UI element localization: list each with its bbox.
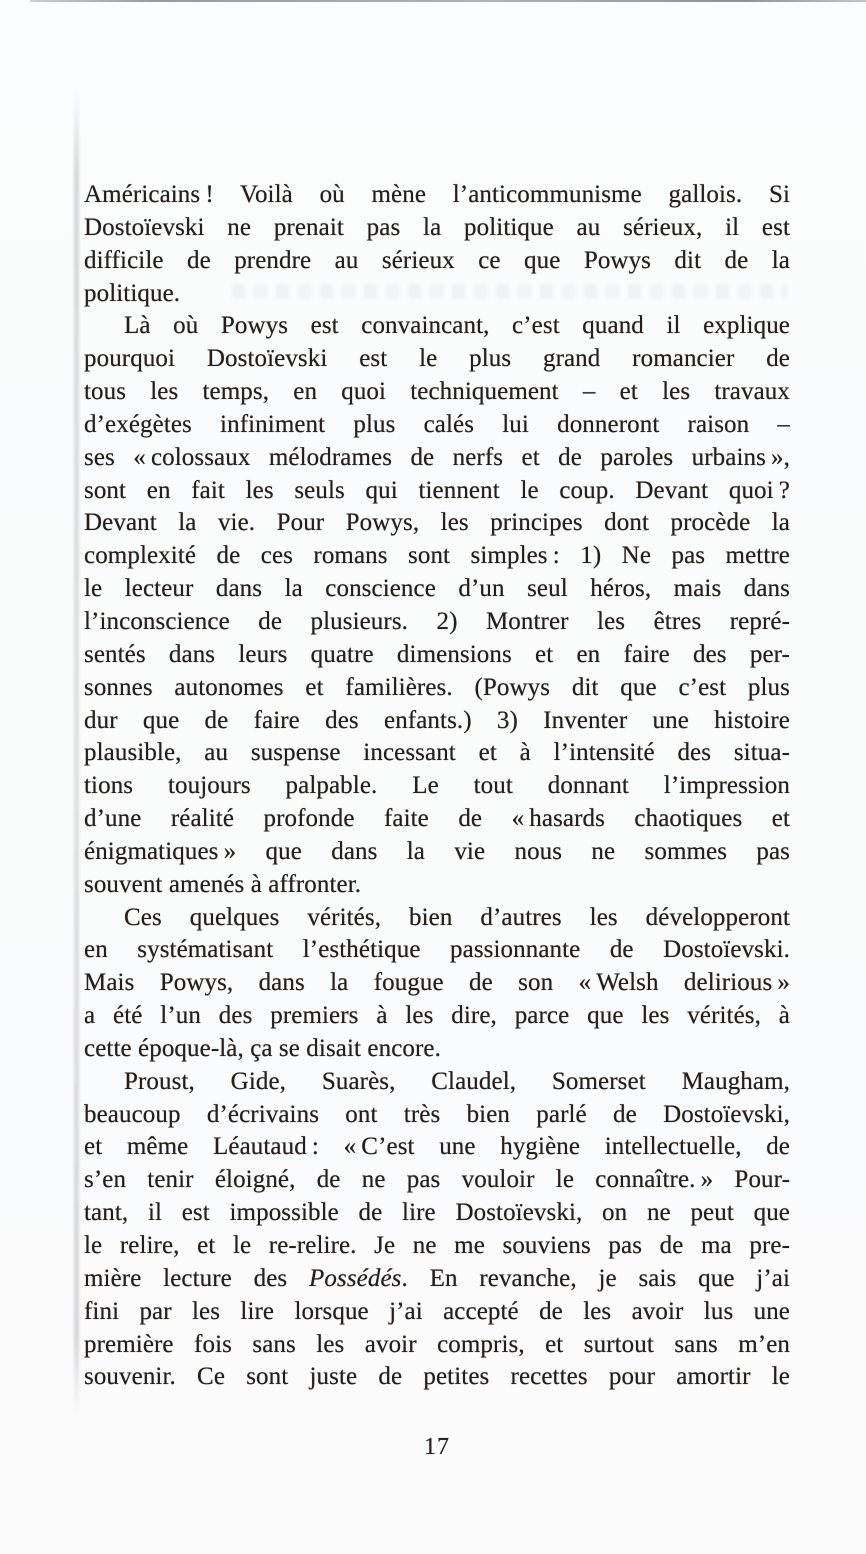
text-segment: Ces quelques vérités, bien d’autres les développeront [124,903,790,931]
text-line [84,507,790,540]
text-line [84,573,790,606]
text-line [84,737,790,770]
text-line [84,1164,790,1197]
text-segment: d’exégètes infiniment plus calés lui donneront raison – [84,410,790,438]
text-segment: en systématisant l’esthétique passionnante de Dostoïevski. [84,936,790,964]
text-segment: . En revanche, je sais que j’ai [401,1264,790,1292]
text-line [84,540,790,573]
page-text [84,179,790,1394]
text-segment: énigmatiques » que dans la vie nous ne sommes pas [84,837,790,865]
text-segment: sont en fait les seuls qui tiennent le coup. Devant quoi ? [84,476,790,504]
italic-text: Possédés [309,1264,402,1292]
text-segment: le lecteur dans la conscience d’un seul héros, mais dans [84,575,790,603]
text-segment: et même Léautaud : « C’est une hygiène intellectuelle, de [84,1133,790,1161]
text-segment: beaucoup d’écrivains ont très bien parlé de Dostoïevski, [84,1100,790,1128]
text-line [84,705,790,738]
text-segment: tions toujours palpable. Le tout donnant l’impression [84,772,790,800]
text-line [84,1000,790,1033]
text-segment: complexité de ces romans sont simples : 1) Ne pas mettre [84,542,790,570]
text-segment: pourquoi Dostoïevski est le plus grand romancier de [84,345,790,373]
text-segment: fini par les lire lorsque j’ai accepté de les avoir lus une [84,1297,790,1325]
text-segment: Américains ! Voilà où mène l’anticommunisme gallois. Si [84,181,790,208]
text-line [84,869,790,902]
text-segment: s’en tenir éloigné, de ne pas vouloir le connaître. » Pour- [84,1166,790,1194]
paragraph [84,1066,790,1394]
scan-top-edge-artifact [30,0,866,2]
text-line [84,934,790,967]
text-segment: le relire, et le re-relire. Je ne me souviens pas de ma pre- [84,1232,790,1259]
text-line [84,376,790,409]
text-segment: sentés dans leurs quatre dimensions et en faire des per- [84,640,790,668]
text-line [84,672,790,705]
text-line [84,343,790,376]
text-line [84,245,790,278]
text-segment: Là où Powys est convaincant, c’est quand il explique [124,312,790,340]
text-segment: politique. [84,279,181,307]
page-number: 17 [424,1434,450,1460]
text-line [84,836,790,869]
text-segment: difficile de prendre au sérieux ce que Powys dit de la [84,246,790,274]
text-line [84,967,790,1000]
text-line [84,1296,790,1329]
text-segment: souvent amenés à affronter. [84,870,362,898]
text-segment: a été l’un des premiers à les dire, parce que les vérités, à [84,1002,790,1030]
text-segment: plausible, au suspense incessant et à l’intensité des situa- [84,739,790,767]
text-line [84,212,790,245]
text-segment: première fois sans les avoir compris, et surtout sans m’en [84,1330,790,1358]
text-line [84,1230,790,1263]
text-line [84,1099,790,1132]
text-line [84,606,790,639]
text-segment: cette époque-là, ça se disait encore. [84,1034,441,1062]
text-segment: mière lecture des [84,1264,310,1292]
text-line [84,179,790,212]
text-line [84,1033,790,1066]
text-segment: Mais Powys, dans la fougue de son « Welsh delirious » [84,969,790,997]
text-segment: souvenir. Ce sont juste de petites recettes pour amortir le [84,1363,790,1391]
text-line [84,803,790,836]
text-line [84,1066,790,1099]
paragraph [84,310,790,901]
text-line [84,1329,790,1362]
text-segment: ses « colossaux mélodrames de nerfs et de paroles urbains », [84,443,790,471]
text-line [84,1263,790,1296]
paragraph [84,179,790,310]
page-edge-shadow [74,92,79,1417]
text-segment: sonnes autonomes et familières. (Powys dit que c’est plus [84,673,790,701]
text-segment: l’inconscience de plusieurs. 2) Montrer les êtres repré- [84,607,790,635]
text-segment: dur que de faire des enfants.) 3) Inventer une histoire [84,706,790,734]
text-line [84,902,790,935]
text-segment: d’une réalité profonde faite de « hasards chaotiques et [84,805,790,833]
text-segment: Devant la vie. Pour Powys, les principes dont procède la [84,509,790,537]
text-segment: tous les temps, en quoi techniquement – et les travaux [84,378,790,406]
text-line [84,1131,790,1164]
text-segment: Proust, Gide, Suarès, Claudel, Somerset Maugham, [124,1067,790,1095]
text-line [84,770,790,803]
text-segment: Dostoïevski ne prenait pas la politique au sérieux, il est [84,213,790,241]
text-line [84,409,790,442]
paragraph [84,902,790,1066]
text-line [84,1197,790,1230]
text-line [84,639,790,672]
text-segment: tant, il est impossible de lire Dostoïevski, on ne peut que [84,1199,790,1227]
text-line [84,278,790,311]
text-line [84,310,790,343]
text-line [84,1361,790,1394]
text-line [84,442,790,475]
text-line [84,475,790,508]
